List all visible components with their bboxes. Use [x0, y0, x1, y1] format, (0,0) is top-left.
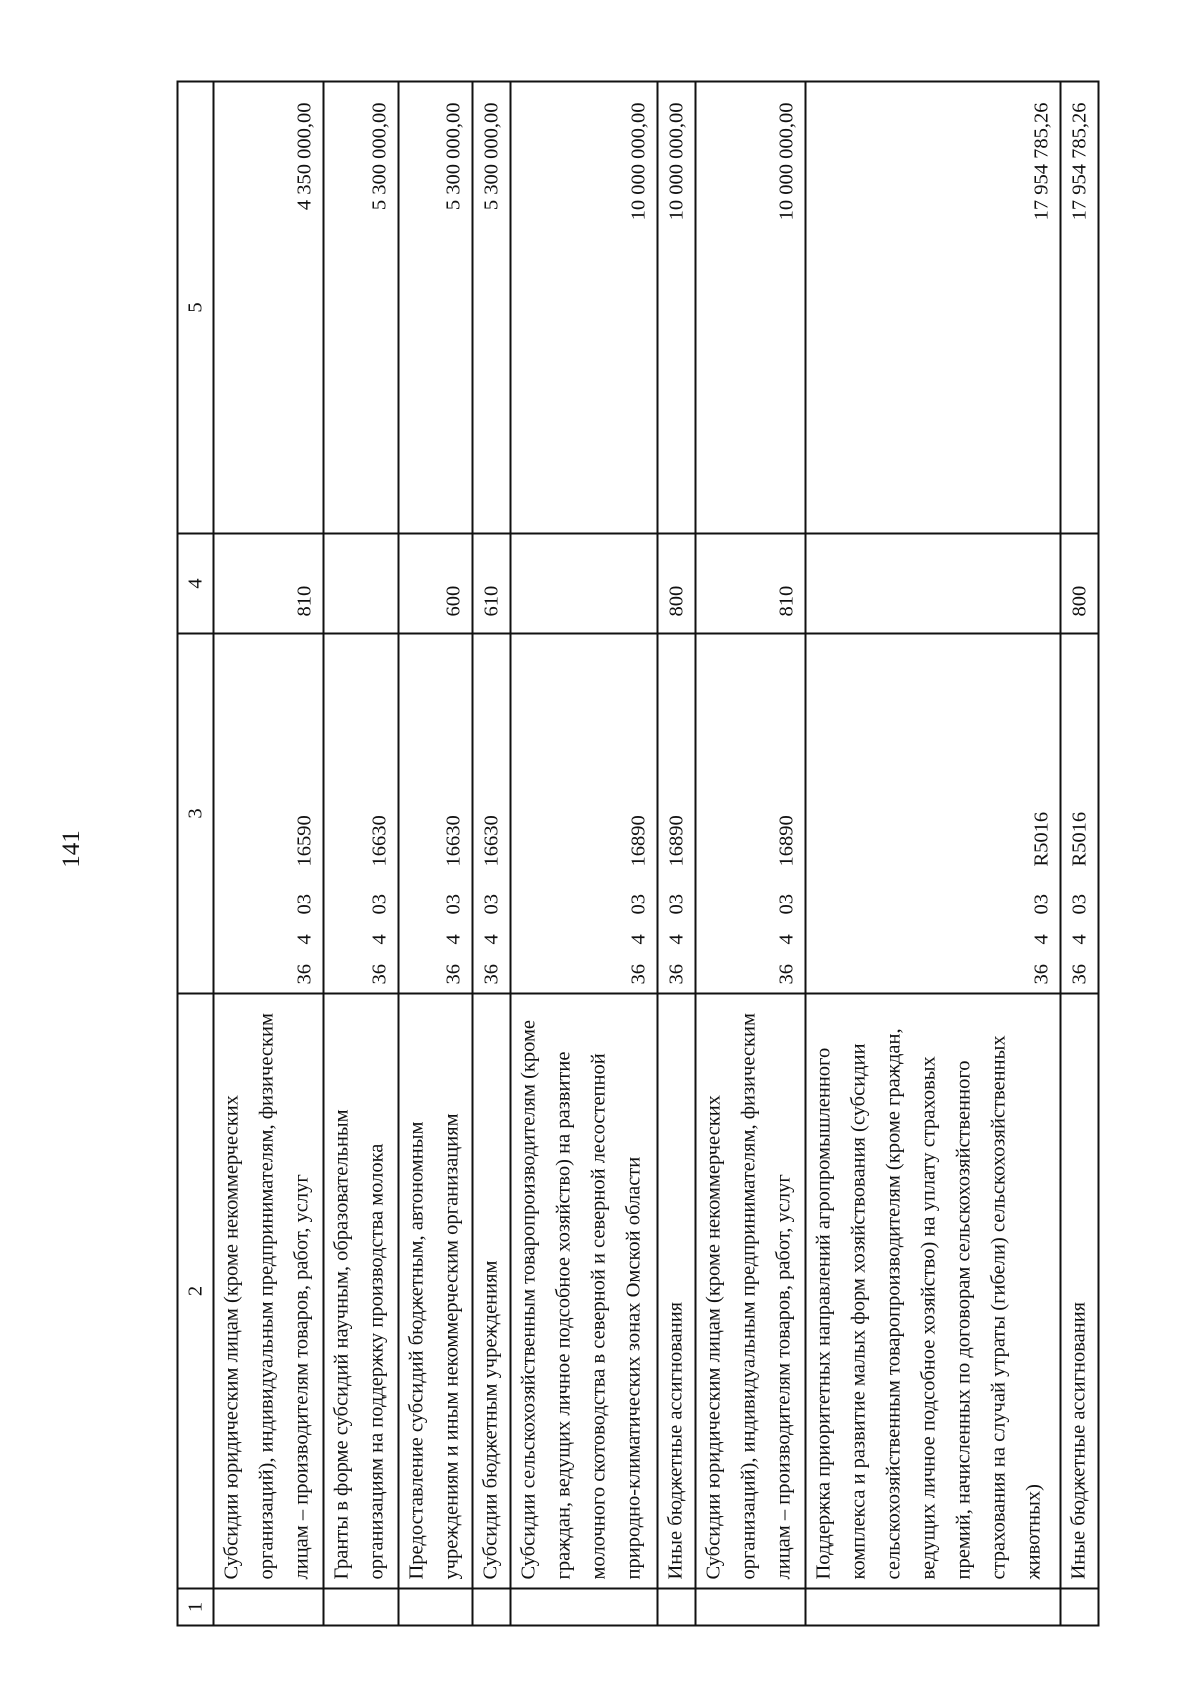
classification-code: [362, 643, 397, 985]
row-number-cell: [1060, 1589, 1098, 1626]
table-body: [214, 82, 1099, 1626]
table-row: [324, 82, 398, 1626]
code-part-2: 4: [627, 934, 649, 945]
row-description-cell: Иные бюджетные ассигнования: [1060, 994, 1098, 1589]
budget-table: [177, 81, 1100, 1627]
code-part-4: 16630: [480, 815, 503, 867]
row-expense-kind-cell: 600: [398, 534, 472, 634]
code-part-3: 03: [1068, 894, 1091, 915]
code-part-4: R5016: [1030, 811, 1053, 867]
page-number: 141: [58, 830, 85, 868]
code-part-3: 03: [368, 894, 391, 915]
table-row: [1060, 82, 1098, 1626]
code-part-4: 16630: [442, 815, 465, 867]
row-amount-cell: 4 350 000,00: [214, 82, 324, 534]
code-part-3: 03: [1030, 894, 1053, 915]
table-row: [657, 82, 695, 1626]
row-amount-cell: 10 000 000,00: [511, 82, 657, 534]
code-part-2: 4: [1030, 934, 1053, 945]
row-expense-kind-cell: 800: [1060, 534, 1098, 634]
row-amount-cell: 5 300 000,00: [472, 82, 510, 534]
row-expense-kind-cell: [511, 534, 657, 634]
row-number-cell: [398, 1589, 472, 1626]
classification-code: [288, 643, 323, 985]
row-description-cell: Гранты в форме субсидий научным, образовательным организациям на поддержку производства молока: [324, 994, 398, 1589]
classification-code: [475, 643, 510, 985]
code-part-2: 4: [368, 934, 391, 945]
classification-code: [1024, 643, 1059, 985]
header-col-1: 1: [178, 1589, 214, 1626]
row-description-cell: Предоставление субсидий бюджетным, автономным учреждениям и иным некоммерческим организациям: [398, 994, 472, 1589]
classification-code: [1063, 643, 1098, 985]
row-number-cell: [657, 1589, 695, 1626]
table-row: [511, 82, 657, 1626]
header-col-5: 5: [178, 82, 214, 534]
code-part-3: 03: [627, 894, 649, 915]
row-number-cell: [695, 1589, 805, 1626]
code-part-3: 03: [775, 894, 798, 915]
code-part-4: 16890: [775, 815, 798, 867]
code-part-3: 03: [442, 894, 465, 915]
code-part-4: 16590: [293, 815, 316, 867]
row-amount-cell: 17 954 785,26: [806, 82, 1061, 534]
row-amount-cell: 5 300 000,00: [398, 82, 472, 534]
table-row: [472, 82, 510, 1626]
row-expense-kind-cell: 800: [657, 534, 695, 634]
code-part-1: 36: [293, 964, 316, 985]
row-expense-kind-cell: 810: [695, 534, 805, 634]
row-amount-cell: 10 000 000,00: [695, 82, 805, 534]
row-amount-cell: 17 954 785,26: [1060, 82, 1098, 534]
code-part-4: R5016: [1068, 811, 1091, 867]
row-number-cell: [806, 1589, 1061, 1626]
row-amount-cell: 5 300 000,00: [324, 82, 398, 534]
row-code-cell: [511, 634, 657, 994]
code-part-3: 03: [480, 894, 503, 915]
row-code-cell: [214, 634, 324, 994]
row-code-cell: [324, 634, 398, 994]
header-col-3: 3: [178, 634, 214, 994]
row-description-cell: Иные бюджетные ассигнования: [657, 994, 695, 1589]
table-row: [806, 82, 1061, 1626]
code-part-4: 16890: [627, 815, 649, 867]
table-header-row: [178, 82, 214, 1626]
classification-code: [770, 643, 805, 985]
header-col-2: 2: [178, 994, 214, 1589]
table-header: [178, 82, 214, 1626]
code-part-4: 16890: [665, 815, 688, 867]
row-code-cell: [398, 634, 472, 994]
row-expense-kind-cell: [324, 534, 398, 634]
row-code-cell: [1060, 634, 1098, 994]
header-col-4: 4: [178, 534, 214, 634]
row-code-cell: [657, 634, 695, 994]
row-code-cell: [472, 634, 510, 994]
code-part-2: 4: [1068, 934, 1091, 945]
code-part-1: 36: [480, 964, 503, 985]
row-amount-cell: 10 000 000,00: [657, 82, 695, 534]
code-part-1: 36: [442, 964, 465, 985]
row-description-cell: Поддержка приоритетных направлений агропромышленного комплекса и развитие малых форм хозяйствования (субсидии сельскохозяйственным товаропроизводителям (кроме граждан, ведущих личное подсобное хозяйство) на уплату страховых премий, начисленных по договорам сельскохозяйственного страхования на случай утраты (гибели) сельскохозяйственных животных): [806, 994, 1061, 1589]
code-part-1: 36: [1068, 964, 1091, 985]
code-part-2: 4: [665, 934, 688, 945]
row-expense-kind-cell: 810: [214, 534, 324, 634]
code-part-1: 36: [1030, 964, 1053, 985]
classification-code: [621, 643, 656, 985]
code-part-1: 36: [665, 964, 688, 985]
row-number-cell: [214, 1589, 324, 1626]
row-number-cell: [324, 1589, 398, 1626]
table-row: [214, 82, 324, 1626]
table-row: [695, 82, 805, 1626]
code-part-3: 03: [293, 894, 316, 915]
code-part-2: 4: [480, 934, 503, 945]
code-part-2: 4: [442, 934, 465, 945]
row-description-cell: Субсидии юридическим лицам (кроме некоммерческих организаций), индивидуальным предпринимателям, физическим лицам – производителям товаров, работ, услуг: [214, 994, 324, 1589]
classification-code: [659, 643, 694, 985]
code-part-1: 36: [368, 964, 391, 985]
row-expense-kind-cell: 610: [472, 534, 510, 634]
classification-code: [436, 643, 471, 985]
row-description-cell: Субсидии сельскохозяйственным товаропроизводителям (кроме граждан, ведущих личное подсобное хозяйство) на развитие молочного скотоводства в северной и северной лесостепной природно-климатических зонах Омской области: [511, 994, 657, 1589]
code-part-4: 16630: [368, 815, 391, 867]
table-row: [398, 82, 472, 1626]
row-number-cell: [472, 1589, 510, 1626]
row-description-cell: Субсидии бюджетным учреждениям: [472, 994, 510, 1589]
row-code-cell: [806, 634, 1061, 994]
row-number-cell: [511, 1589, 657, 1626]
row-description-cell: Субсидии юридическим лицам (кроме некоммерческих организаций), индивидуальным предпринимателям, физическим лицам – производителям товаров, работ, услуг: [695, 994, 805, 1589]
row-expense-kind-cell: [806, 534, 1061, 634]
code-part-2: 4: [775, 934, 798, 945]
code-part-1: 36: [627, 964, 649, 985]
code-part-3: 03: [665, 894, 688, 915]
row-code-cell: [695, 634, 805, 994]
code-part-2: 4: [293, 934, 316, 945]
code-part-1: 36: [775, 964, 798, 985]
